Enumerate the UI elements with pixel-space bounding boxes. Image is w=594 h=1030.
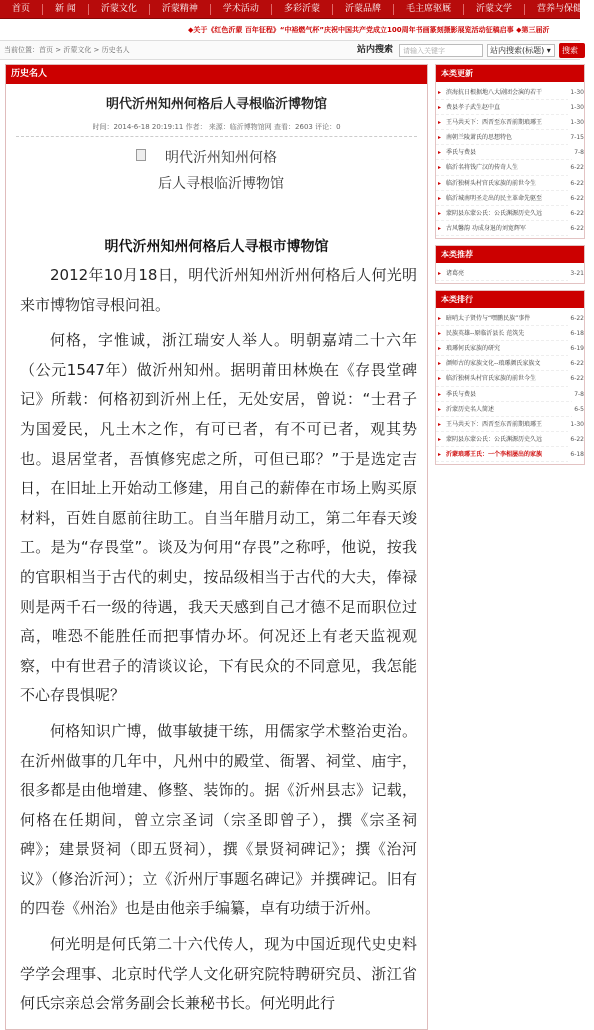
sidebar-link-title: 临沂名将钱广汉的传奇人生 <box>446 164 519 172</box>
sidebar-link-title: 临沂独树头村官氏家族的前世今生 <box>446 179 537 187</box>
top-nav-bar <box>0 0 583 19</box>
sidebar-link-date: 3-21 <box>568 266 584 281</box>
sidebar-link[interactable] <box>436 371 584 386</box>
sidebar-link-date: 6-22 <box>568 371 584 386</box>
nav-item[interactable]: 沂蒙文化 <box>89 4 150 15</box>
sidebar-link-date: 6-22 <box>568 160 584 175</box>
sidebar-link-title: 诸葛亮 <box>446 269 465 277</box>
sidebar-link-title: 临沂独树头村官氏家族的前世今生 <box>446 375 537 383</box>
rank-list <box>436 308 584 464</box>
bullet-icon: ▸ <box>438 420 442 428</box>
sidebar-link-date: 1-30 <box>568 85 584 100</box>
article-panel <box>5 64 428 1030</box>
sidebar-link-date: 6-18 <box>568 326 584 341</box>
divider <box>16 136 417 137</box>
nav-item[interactable]: 首页 <box>0 4 43 15</box>
search-label: 站内搜索 <box>357 45 394 55</box>
rank-box-title: 本类排行 <box>436 291 584 308</box>
sidebar-link-date: 6-22 <box>568 356 584 371</box>
bullet-icon: ▸ <box>438 345 442 353</box>
chevron-down-icon: ▾ <box>546 46 551 55</box>
sidebar-link[interactable] <box>436 447 584 462</box>
sidebar-link[interactable] <box>436 266 584 281</box>
image-alt-line-2: 后人寻根临沂博物馆 <box>158 176 284 192</box>
article-paragraph: 何格知识广博，做事敏捷干练，用儒家学术整治吏治。在沂州做事的几年中，凡州中的殿堂、衙署、祠堂、庙宇，很多都是由他增建、修整、装饰的。据《沂州县志》记载，何格在任期间，曾立宗圣词（宗圣即曾子），撰《宗圣祠碑》；建景贤祠（即五贤祠），撰《景贤祠碑记》；撰《治河议》（修治沂河）；立《沂州厅事题名碑记》并撰碑记。旧有的四卷《州治》也是由他亲手编纂，卓有功绩于沂州。 <box>20 721 417 918</box>
sidebar-link-date: 6-22 <box>568 176 584 191</box>
sidebar-link-date: 7-8 <box>572 145 584 160</box>
sidebar-link-title: 蒙阴县东蒙公氏：公氏渊源历史久远 <box>446 209 543 217</box>
sidebar <box>435 64 585 1030</box>
article-paragraph: 2012年10月18日，明代沂州知州沂州何格后人何光明来市博物馆寻根问祖。 <box>20 266 417 314</box>
sidebar-link[interactable] <box>436 176 584 191</box>
recommend-list <box>436 263 584 283</box>
sidebar-link[interactable] <box>436 160 584 175</box>
sidebar-link-title: 临沂城南明圣走出的民主革命先驱至 <box>446 194 543 202</box>
article-body <box>20 261 417 1025</box>
nav-item[interactable]: 沂蒙文学 <box>464 4 525 15</box>
bullet-icon: ▸ <box>438 119 442 127</box>
sidebar-link[interactable] <box>436 145 584 160</box>
search-scope-value: 站内搜索(标题) <box>490 46 545 55</box>
search-button[interactable]: 搜索 <box>559 43 585 58</box>
sidebar-link-date: 6-5 <box>572 402 584 417</box>
sidebar-link-date: 1-30 <box>568 100 584 115</box>
sidebar-link-title: 民族英雄--原临沂县长 范筑先 <box>446 330 525 338</box>
sidebar-link[interactable] <box>436 356 584 371</box>
bullet-icon: ▸ <box>438 375 442 383</box>
nav-item[interactable]: 沂蒙精神 <box>150 4 211 15</box>
sidebar-link-date: 7-8 <box>572 387 584 402</box>
breadcrumb[interactable]: 当前位置：首页 > 沂蒙文化 > 历史名人 <box>4 46 130 54</box>
bullet-icon: ▸ <box>438 149 442 157</box>
sidebar-link-title: 季氏与费县 <box>446 390 477 398</box>
recommend-box-title: 本类推荐 <box>436 246 584 263</box>
bullet-icon: ▸ <box>438 405 442 413</box>
nav-item[interactable]: 多彩沂蒙 <box>272 4 333 15</box>
sidebar-link-title: 琅琊何氏家族的研究 <box>446 345 501 353</box>
bullet-icon: ▸ <box>438 164 442 172</box>
article-paragraph: 何光明是何氏第二十六代传人，现为中国近现代史史料学学会理事、北京时代学人文化研究院特聘研究员、浙江省何氏宗亲总会常务副会长兼秘书长。何光明此行 <box>20 935 417 1013</box>
sidebar-link[interactable] <box>436 221 584 236</box>
nav-item[interactable]: 营养与保健 <box>537 3 583 14</box>
sidebar-link[interactable] <box>436 206 584 221</box>
section-header: 历史名人 <box>6 65 427 84</box>
news-ticker[interactable]: ◆关于《红色沂蒙 百年征程》“中裕燃气杯”庆祝中国共产党成立100周年书画篆刻摄影展览活动征稿启事 ◆第三届沂 <box>188 26 550 34</box>
sidebar-link[interactable] <box>436 341 584 356</box>
sidebar-link[interactable] <box>436 115 584 130</box>
bullet-icon: ▸ <box>438 89 442 96</box>
image-alt-line-1: 明代沂州知州何格 <box>165 150 277 166</box>
sidebar-link-title: 滨海抗日根据地八大剧团会演的若干 <box>446 89 543 96</box>
sidebar-link-date: 6-22 <box>568 221 584 236</box>
sidebar-link-title: 蒙阴县东蒙公氏：公氏渊源历史久远 <box>446 435 543 443</box>
sidebar-link[interactable] <box>436 402 584 417</box>
sidebar-link-date: 6-19 <box>568 341 584 356</box>
sidebar-link-title: 费县孝子武生赵中直 <box>446 104 501 112</box>
sidebar-link[interactable] <box>436 432 584 447</box>
sidebar-link-date: 6-18 <box>568 447 584 462</box>
sidebar-link[interactable] <box>436 191 584 206</box>
breadcrumb-bar <box>0 40 580 60</box>
article-title: 明代沂州知州何格后人寻根临沂博物馆 <box>105 97 327 112</box>
sidebar-link-title: 沂蒙历史名人简述 <box>446 405 495 413</box>
nav-item[interactable]: 沂蒙品牌 <box>333 4 394 15</box>
article-paragraph: 何格，字惟诚，浙江瑞安人举人。明朝嘉靖二十六年（公元1547年）做沂州知州。据明莆田林焕在《存畏堂碑记》所载：何格初到沂州上任，无处安居，曾说：“士君子为国爱民，凡土木之作，有可已者，有不可已者，观其势也。退居堂者，吾慎修宪虑之所，可但已耶？”于是选定吉日，在旧址上开始动工修建，用自己的薪俸在市场上购买原材料，百姓自愿前往助工。自当年腊月动工，第二年春天竣工。是为“存畏堂”。谈及为何用“存畏”之称呼，他说，按我的官职相当于古代的刺史，按品级相当于古代的大夫，俸禄则是两千石一级的待遇，我天天感到自己才德不足而职位过高，唯恐不能胜任而把事情办坏。何况还上有老天监视观察，中有世君子的清谈议论，下有民众的不同意见，我怎能不心存畏惧呢？ <box>20 331 417 705</box>
bullet-icon: ▸ <box>438 224 442 232</box>
bullet-icon: ▸ <box>438 330 442 338</box>
broken-image-icon <box>136 149 146 161</box>
sidebar-link-date: 1-30 <box>568 417 584 432</box>
nav-item[interactable]: 新 闻 <box>43 4 89 15</box>
bullet-icon: ▸ <box>438 315 442 323</box>
bullet-icon: ▸ <box>438 134 442 142</box>
article-image-placeholder <box>136 145 306 197</box>
update-box-title: 本类更新 <box>436 65 584 82</box>
sidebar-link[interactable] <box>436 311 584 326</box>
sidebar-link-date: 7-15 <box>568 130 584 145</box>
recommend-box <box>435 245 585 284</box>
rank-box <box>435 290 585 465</box>
update-box <box>435 64 585 239</box>
bullet-icon: ▸ <box>438 360 442 368</box>
sidebar-link[interactable] <box>436 417 584 432</box>
nav-item[interactable]: 毛主席驱厩 <box>394 4 464 15</box>
bullet-icon: ▸ <box>438 179 442 187</box>
search-scope-select[interactable] <box>487 44 555 57</box>
bullet-icon: ▸ <box>438 104 442 112</box>
sidebar-link-title: 王马共天下：西晋至东晋前期琅琊王 <box>446 119 543 127</box>
sidebar-link-date: 1-30 <box>568 115 584 130</box>
sidebar-link-title: 暗哨太子贤侍与“嘿鹏民族”事件 <box>446 315 531 323</box>
sidebar-link-title: 古风馨韵 功成身退的刘宽辉军 <box>446 224 526 232</box>
search-input[interactable]: 请输入关键字 <box>399 44 483 57</box>
sidebar-link-date: 6-22 <box>568 191 584 206</box>
sidebar-link-title: 王马共天下：西晋至东晋前期琅琊王 <box>446 420 543 428</box>
sidebar-link-title: 颜师古的家族文化--琅琊颜氏家族文 <box>446 360 541 368</box>
sidebar-link[interactable] <box>436 85 584 100</box>
bullet-icon: ▸ <box>438 390 442 398</box>
bullet-icon: ▸ <box>438 194 442 202</box>
sidebar-link-title: 南朝兰陵萧氏的思想特色 <box>446 134 513 142</box>
sidebar-link[interactable] <box>436 326 584 341</box>
sidebar-link-title: 沂蒙琅琊王氏：一个李相屡出的家族 <box>446 450 543 458</box>
sidebar-link-title: 季氏与费县 <box>446 149 477 157</box>
nav-item[interactable]: 学术活动 <box>211 4 272 15</box>
update-list <box>436 82 584 238</box>
bullet-icon: ▸ <box>438 209 442 217</box>
sidebar-link[interactable] <box>436 100 584 115</box>
sidebar-link[interactable] <box>436 130 584 145</box>
sidebar-link[interactable] <box>436 387 584 402</box>
bullet-icon: ▸ <box>438 435 442 443</box>
sidebar-link-date: 6-22 <box>568 432 584 447</box>
article-meta: 时间：2014-6-18 20:19:11 作者： 来源：临沂博物馆网 查看：2603 评论：0 <box>92 123 341 131</box>
bullet-icon: ▸ <box>438 269 442 277</box>
sidebar-link-date: 6-22 <box>568 206 584 221</box>
sidebar-link-date: 6-22 <box>568 311 584 326</box>
article-subtitle: 明代沂州知州何格后人寻根市博物馆 <box>104 239 329 255</box>
bullet-icon: ▸ <box>438 450 442 458</box>
